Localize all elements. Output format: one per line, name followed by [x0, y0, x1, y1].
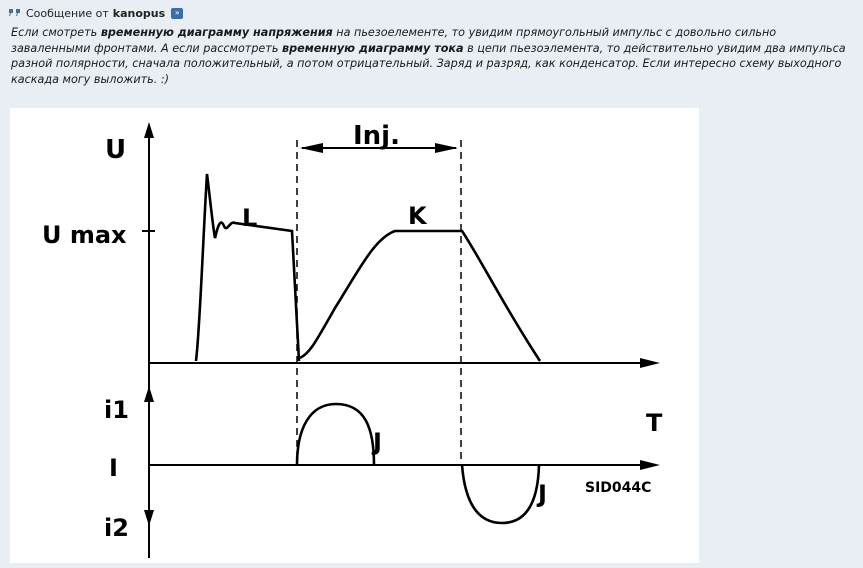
i-time-arrow	[640, 460, 660, 470]
label-i2: i2	[104, 514, 129, 542]
post-text-run: на пьезоелементе, то увидим прямоугольный импульс с довольно сильно заваленными фронтами. А если рассмотреть	[11, 26, 777, 55]
u-time-arrow	[640, 358, 660, 368]
label-i1: i1	[104, 396, 129, 424]
label-code: SID044C	[585, 480, 652, 496]
diagram-image	[10, 108, 699, 563]
i1-axis-arrow	[144, 386, 154, 402]
label-k: K	[408, 202, 427, 230]
post-text-run: Если смотреть	[11, 26, 101, 39]
post-author[interactable]: kanopus	[112, 6, 166, 20]
label-j2: J	[538, 480, 547, 508]
label-t: T	[646, 409, 663, 437]
quote-icon	[8, 7, 22, 19]
label-u: U	[105, 135, 127, 165]
voltage-curve-l	[196, 174, 299, 361]
i2-axis-arrow	[144, 510, 154, 526]
goto-post-icon[interactable]: »	[171, 8, 183, 19]
label-umax: U max	[42, 221, 127, 249]
current-pulse-negative	[462, 465, 539, 523]
label-inj: Inj.	[353, 121, 400, 151]
label-j1: J	[373, 428, 382, 456]
post-text-bold: временную диаграмму напряжения	[100, 26, 333, 39]
post-header	[8, 5, 183, 21]
post-text-bold: временную диаграмму тока	[281, 41, 464, 55]
timing-diagram	[10, 108, 699, 563]
voltage-curve-k	[300, 231, 540, 361]
post-prefix: Сообщение от	[26, 6, 109, 20]
label-l: L	[242, 204, 258, 232]
post-text-run: в цепи пьезоэлемента, то действительно увидим два импульса разной полярности, сначала положительный, а потом отрицательный. Заряд и разряд, как конденсатор. Если интересно схему выходного каскада могу выложить. :)	[11, 41, 846, 86]
post-text	[11, 25, 856, 87]
current-pulse-positive	[297, 404, 374, 465]
inj-right-arrow	[435, 143, 458, 153]
u-axis-arrow	[144, 122, 154, 138]
inj-left-arrow	[300, 143, 323, 153]
label-i: I	[109, 454, 118, 482]
